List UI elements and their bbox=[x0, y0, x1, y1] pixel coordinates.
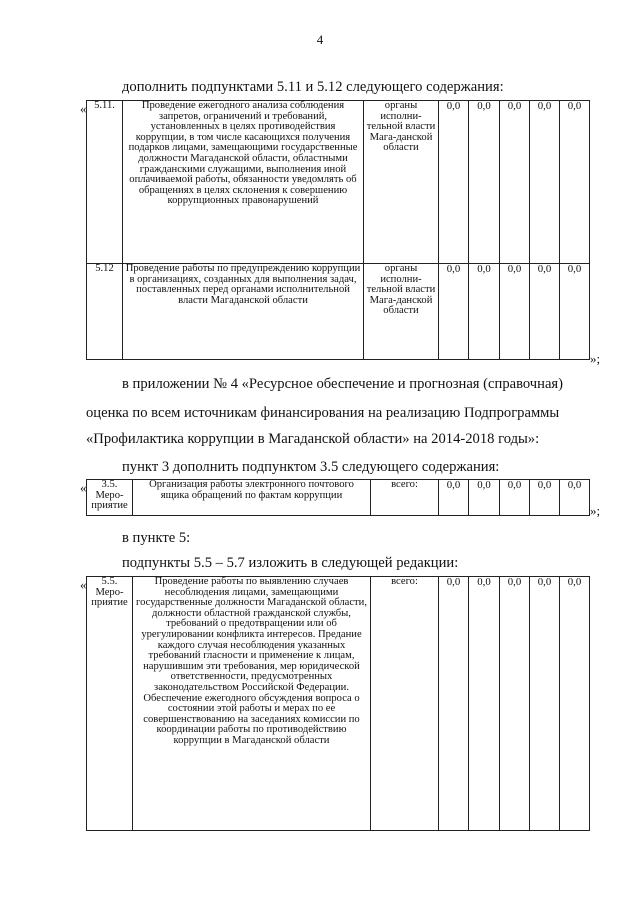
value-cell: 0,0 bbox=[469, 480, 500, 516]
value-cell: 0,0 bbox=[530, 480, 560, 516]
paragraph-point-5: в пункте 5: bbox=[122, 530, 191, 546]
value-cell: 0,0 bbox=[560, 264, 590, 360]
row-number: 5.5. bbox=[101, 576, 118, 587]
row-number: 3.5. bbox=[101, 479, 118, 490]
value-cell: 0,0 bbox=[500, 480, 530, 516]
activity-description: Проведение работы по выявлению случаев несоблюдения лицами, замещающими государственные должности Магаданской области, должности областной гражданской службы, требований о предотвращении или об урегулировании конфликта интересов. Предание каждого случая несоблюдения указанных требований гласности и применение к лицам, нарушившим эти требования, мер юридической ответственности, предусмотренных законодательством Российской Федерации. Обеспечение ежегодного обсуждения вопроса о состоянии этой работы и мерах по ее совершенствованию на заседаниях комиссии по координации работы по противодействию коррупции в Магаданской области bbox=[133, 577, 371, 831]
value-cell: 0,0 bbox=[530, 264, 560, 360]
close-quote: »; bbox=[590, 351, 601, 366]
value-cell: 0,0 bbox=[439, 101, 469, 264]
activity-description: Проведение ежегодного анализа соблюдения запретов, ограничений и требований, установленных в целях противодействия коррупции, в том числе касающихся получения подарков лицами, замещающими государственные должности Магаданской области, областными гражданскими служащими, выполнения иной оплачиваемой работы, обязанности уведомлять об обращениях в целях склонения к совершению коррупционных правонарушений bbox=[123, 101, 364, 264]
paragraph-financing: оценка по всем источникам финансирования на реализацию Подпрограммы bbox=[86, 405, 560, 421]
value-cell: 0,0 bbox=[469, 264, 500, 360]
total-label: всего: bbox=[371, 480, 439, 516]
page-number: 4 bbox=[316, 32, 324, 47]
close-quote: »; bbox=[590, 503, 601, 518]
value-cell: 0,0 bbox=[469, 101, 500, 264]
row-kind: Меро-приятие bbox=[91, 586, 128, 609]
activity-description: Проведение работы по предупреждению коррупции в организациях, созданных для выполнения задач, поставленных перед органами исполнительной власти Магаданской области bbox=[123, 264, 364, 360]
executor: органы исполни-тельной власти Мага-данской области bbox=[364, 101, 439, 264]
activity-description: Организация работы электронного почтового ящика обращений по фактам коррупции bbox=[133, 480, 371, 516]
activity-number-cell bbox=[87, 577, 133, 831]
table-row bbox=[87, 101, 590, 264]
paragraph-intro-subpoints: дополнить подпунктами 5.11 и 5.12 следующего содержания: bbox=[122, 79, 504, 95]
value-cell: 0,0 bbox=[500, 577, 530, 831]
row-number: 5.12 bbox=[87, 264, 123, 360]
value-cell: 0,0 bbox=[439, 264, 469, 360]
open-quote: « bbox=[80, 577, 87, 592]
value-cell: 0,0 bbox=[500, 101, 530, 264]
paragraph-point-3: пункт 3 дополнить подпунктом 3.5 следующего содержания: bbox=[122, 459, 500, 475]
table-row bbox=[87, 264, 590, 360]
value-cell: 0,0 bbox=[439, 577, 469, 831]
table-subpoints-5-11-5-12 bbox=[86, 100, 590, 360]
value-cell: 0,0 bbox=[439, 480, 469, 516]
row-number: 5.11. bbox=[87, 101, 123, 264]
value-cell: 0,0 bbox=[560, 101, 590, 264]
value-cell: 0,0 bbox=[469, 577, 500, 831]
table-row bbox=[87, 577, 590, 831]
table-subpoint-5-5 bbox=[86, 576, 590, 831]
paragraph-subpoints-5-5-5-7: подпункты 5.5 – 5.7 изложить в следующей редакции: bbox=[122, 555, 459, 571]
table-row bbox=[87, 480, 590, 516]
table-subpoint-3-5 bbox=[86, 479, 590, 516]
paragraph-subprogram-title: «Профилактика коррупции в Магаданской области» на 2014-2018 годы»: bbox=[86, 431, 540, 447]
paragraph-appendix-4: в приложении № 4 «Ресурсное обеспечение и прогнозная (справочная) bbox=[122, 376, 563, 392]
value-cell: 0,0 bbox=[560, 480, 590, 516]
value-cell: 0,0 bbox=[500, 264, 530, 360]
value-cell: 0,0 bbox=[530, 101, 560, 264]
value-cell: 0,0 bbox=[530, 577, 560, 831]
open-quote: « bbox=[80, 480, 87, 495]
open-quote: « bbox=[80, 101, 87, 116]
row-kind: Меро-приятие bbox=[91, 489, 128, 512]
executor: органы исполни-тельной власти Мага-данской области bbox=[364, 264, 439, 360]
value-cell: 0,0 bbox=[560, 577, 590, 831]
total-label: всего: bbox=[371, 577, 439, 831]
activity-number-cell bbox=[87, 480, 133, 516]
